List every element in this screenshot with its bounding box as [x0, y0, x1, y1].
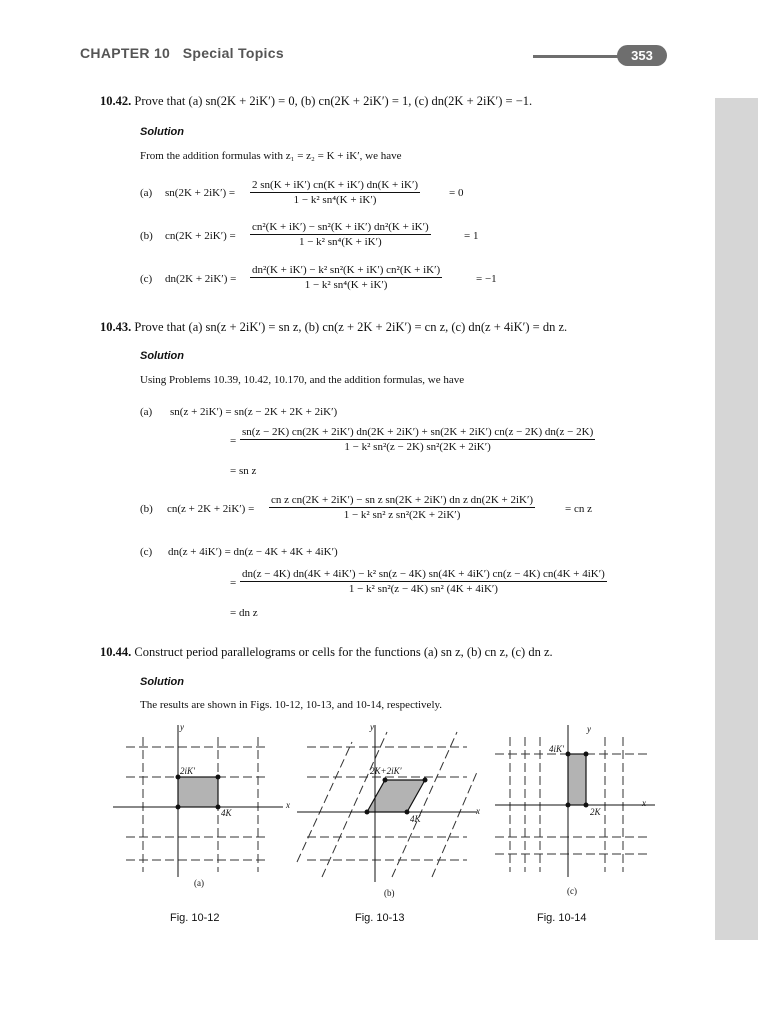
eq-lhs: dn(z + 4iK′) = dn(z − 4K + 4K + 4iK′): [168, 546, 338, 558]
eq-label: (c): [140, 546, 153, 558]
solution-intro: The results are shown in Figs. 10-12, 10-13, and 10-14, respectively.: [140, 699, 443, 711]
fraction: $\frac{\text{cn z cn(2K + 2iK′) − sn z sn(2K + 2iK′) dn z dn(2K + 2iK′)}}{\text{1 − k² sn² z sn²(2K + 2iK′)}}$: [271, 494, 534, 521]
page-number: 353: [617, 45, 667, 66]
problem-10-43: 10.43. Prove that (a) sn(z + 2iK′) = sn z, (b) cn(z + 2K + 2iK′) = cn z, (c) dn(z + 4iK′) = dn z.: [100, 320, 568, 334]
eq-label: (b): [140, 230, 153, 242]
eq-rhs: = 1: [464, 230, 479, 242]
eq-rhs: = cn z: [565, 503, 592, 515]
eq-rhs: = 0: [449, 187, 464, 199]
axis-label-x: x: [476, 806, 480, 816]
figure-sublabel: (a): [194, 878, 204, 888]
fraction: dn(z − 4K) dn(4K + 4iK′) − k² sn(z − 4K) sn(4K + 4iK′) cn(z − 4K) cn(4K + 4iK′) 1 − k² sn²(z − 4K) sn² (4K + 4iK′): [242, 568, 605, 595]
axis-label-x: x: [642, 798, 646, 808]
solution-heading: Solution: [140, 126, 184, 138]
problem-10-42: 10.42. Prove that (a) sn(2K + 2iK′) = 0, (b) cn(2K + 2iK′) = 1, (c) dn(2K + 2iK′) = −1.: [100, 94, 533, 108]
fraction: $\frac{\text{dn²(K + iK′) − k² sn²(K + iK′) cn²(K + iK′)}}{\text{1 − k² sn⁴(K + iK′)}}$: [252, 264, 441, 291]
eq-sign: =: [230, 577, 237, 589]
axis-label-y: y: [180, 722, 184, 732]
figure-caption: Fig. 10-13: [355, 912, 405, 924]
label-2K-2iK: 2K+2iK′: [370, 766, 402, 776]
page-side-tab: [715, 98, 758, 940]
label-4iK: 4iK′: [549, 744, 564, 754]
solution-intro: Using Problems 10.39, 10.42, 10.170, and the addition formulas, we have: [140, 374, 465, 386]
label-2iK: 2iK′: [180, 766, 195, 776]
chapter-header: CHAPTER 10 Special Topics: [80, 45, 284, 61]
figure-10-14-graph: [490, 722, 660, 882]
eq-lhs: sn(2K + 2iK′) =: [165, 187, 236, 199]
fraction: $\frac{2 sn(K + iK') cn(K + iK') dn(K + iK')}{\text{1 − k² sn⁴(K + iK′)}}$: [252, 179, 419, 206]
eq-label: (c): [140, 273, 153, 285]
eq-result: = dn z: [230, 607, 258, 619]
figure-caption: Fig. 10-12: [170, 912, 220, 924]
label-4K: 4K: [221, 808, 232, 818]
eq-lhs: dn(2K + 2iK′) =: [165, 273, 237, 285]
label-4K: 4K: [410, 814, 421, 824]
eq-lhs: cn(2K + 2iK′) =: [165, 230, 236, 242]
eq-label: (b): [140, 503, 153, 515]
axis-label-y: y: [370, 722, 374, 732]
eq-label: (a): [140, 406, 153, 418]
axis-label-x: x: [286, 800, 290, 810]
eq-sign: =: [230, 435, 237, 447]
figure-10-12-graph: [108, 722, 288, 882]
eq-rhs: = −1: [476, 273, 497, 285]
eq-lhs: cn(z + 2K + 2iK′) =: [167, 503, 255, 515]
figure-sublabel: (c): [567, 886, 577, 896]
figure-caption: Fig. 10-14: [537, 912, 587, 924]
eq-lhs: sn(z + 2iK′) = sn(z − 2K + 2K + 2iK′): [170, 406, 338, 418]
figure-sublabel: (b): [384, 888, 395, 898]
eq-result: = sn z: [230, 465, 257, 477]
eq-label: (a): [140, 187, 153, 199]
label-2K: 2K: [590, 807, 601, 817]
figure-10-13-graph: [292, 722, 482, 887]
fraction: $\frac{\text{cn²(K + iK′) − sn²(K + iK′) dn²(K + iK′)}}{\text{1 − k² sn⁴(K + iK′)}}$: [252, 221, 429, 248]
problem-10-44: 10.44. Construct period parallelograms or cells for the functions (a) sn z, (b) cn z, (c) dn z.: [100, 645, 553, 659]
solution-heading: Solution: [140, 676, 184, 688]
solution-heading: Solution: [140, 350, 184, 362]
fraction: sn(z − 2K) cn(2K + 2iK′) dn(2K + 2iK′) + sn(2K + 2iK′) cn(z − 2K) dn(z − 2K) 1 − k² sn²(z − 2K) sn²(2K + 2iK′): [242, 426, 594, 453]
axis-label-y: y: [587, 724, 591, 734]
solution-intro: From the addition formulas with z₁ = z₂ = K + iK′, we have: [140, 150, 402, 162]
